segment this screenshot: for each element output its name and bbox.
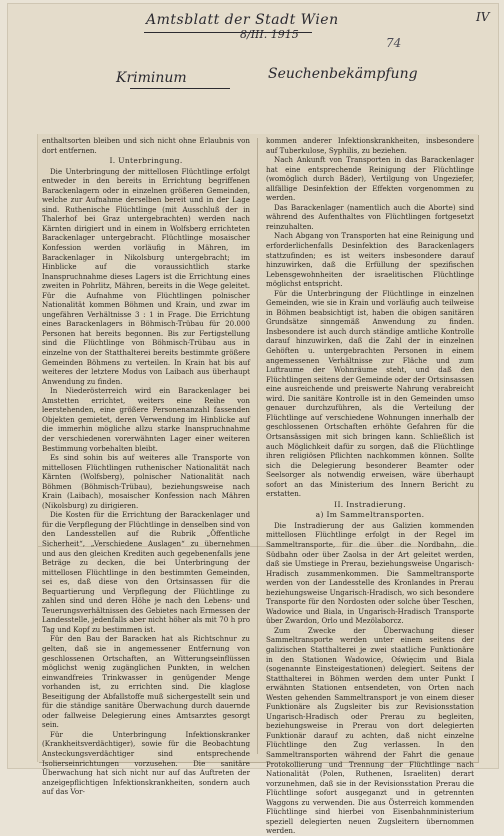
paragraph: Für den Bau der Baracken hat als Richtschnur zu gelten, daß sie in angemessener Entfernung von geschlossenen Ortschaften, an Witterungseinflüssen möglichst wenig zugänglichen Punkten, in welchen einwandfreies Trinkwasser in genügender Menge vorhanden ist, zu errichten sind. Die klaglose Beseitigung der Abfallstoffe muß sichergestellt sein und für die ständige sanitäre Überwachung durch dauernde oder fallweise Delegierung eines Amtsarztes gesorgt sein. bbox=[42, 634, 250, 730]
handwritten-margin bbox=[8, 4, 498, 136]
category-underline bbox=[130, 88, 230, 89]
handwritten-category-left: Kriminum bbox=[116, 70, 187, 86]
paragraph: Für die Unterbringung der Flüchtlinge in einzelnen Gemeinden, wie sie in Krain und vorläufig auch teilweise in Böhmen beabsichtigt ist, haben die obigen sanitären Grundsätze sinngemäß Anwendung zu finden. Insbesondere ist auch durch ständige amtliche Kontrolle darauf hinzuwirken, daß die Zahl der in einzelnen Gehöften u. untergebrachten Personen in einem angemessenen Verhältnisse zur Fläche und zum Luftraume der Wohnräume steht, und daß den Flüchtlingen seitens der Gemeinde oder der Ortsinsassen eine ausreichende und preiswerte Nahrung verabreicht wird. Die sanitäre Kontrolle ist in den Gemeinden umso genauer durchzuführen, als die Verteilung der Flüchtlinge auf verschiedene Wohnungen innerhalb der geschlossenen Ortschaften erhöhte Gefahren für die Ortsansässigen mit sich bringen kann. Schließlich ist auch Möglichkeit dafür zu sorgen, daß die Flüchtlinge ihren religiösen Pflichten nachkommen können. Sollte sich die Delegierung besonderer Beamter oder Seelsorger als notwendig erweisen, wäre überhaupt sofort an das Ministerium des Innern Bericht zu erstatten. bbox=[266, 288, 474, 499]
handwritten-source: Amtsblatt der Stadt Wien bbox=[146, 12, 339, 28]
paragraph: Nach Abgang von Transporten hat eine Reinigung und erforderlichenfalls Desinfektion des Barackenlagers stattzufinden; es ist weiters insbesondere darauf hinzuwirken, daß die Erfüllung der spezifischen Lebensgewohnheiten der israelitischen Flüchtlinge möglichst entspricht. bbox=[266, 231, 474, 289]
paragraph: Das Barackenlager (namentlich auch die Aborte) sind während des Aufenthaltes von Flüchtlingen fortgesetzt reinzuhalten. bbox=[266, 202, 474, 231]
subsection-heading: a) Im Sammeltransporten. bbox=[315, 510, 425, 520]
pencil-number: 74 bbox=[386, 36, 402, 50]
paragraph: Es sind sohin bis auf weiteres alle Transporte von mittellosen Flüchtlingen ruthenischer Nationalität nach Kärnten (Wolfsberg), polnischer Nationalität nach Böhmen (Böhmisch-Trübau), beziehungsweise nach Krain (Laibach), mosaischer Konfession nach Mähren (Nikolsburg) zu dirigieren. bbox=[42, 453, 250, 510]
section-heading-unterbringung: I. Unterbringung. bbox=[109, 156, 183, 166]
archive-sheet bbox=[8, 4, 498, 836]
paper-fold-line bbox=[38, 546, 478, 547]
paragraph: Nach Ankunft von Transporten in das Barackenlager hat eine entsprechende Reinigung der Flüchtlinge (womöglich durch Bäder), Vertilgung von Ungeziefer, allfällige Desinfektion der Effekten vorgenommen zu werden. bbox=[266, 155, 474, 203]
paragraph: Die Unterbringung der mittellosen Flüchtlinge erfolgt entweder in den bereits in Errichtung begriffenen Barackenlagern oder in einzelnen größeren Gemeinden, welche zur Aufnahme derselben bereit und in der Lage sind. Ruthenische Flüchtlinge (mit Ausschluß der in Thalerhof bei Graz untergebrachten) werden nach Kärnten dirigiert und in einem in Wolfsberg errichteten Barackenlager untergebracht. Flüchtlinge mosaischer Konfession werden vorläufig in Mähren, im Barackenlager in Nikolsburg untergebracht; im Hinblicke auf die voraussichtlich starke Inanspruchnahme dieses Lagers ist die Errichtung eines zweiten in Pohrlitz, Mähren, bereits in die Wege geleitet. Für die Aufnahme von Flüchtlingen polnischer Nationalität kommen Böhmen und Krain, und zwar im ungefähren Verhältnisse 3 : 1 in Frage. Die Errichtung eines Barackenlagers in Böhmisch-Trübau für 20.000 Personen hat bereits begonnen. Bis zur Fertigstellung sind die Flüchtlinge von Böhmisch-Trübau aus in einzelne von der Statthalterei bereits bestimmte größere Gemeinden Böhmens zu verteilen. In Krain hat bis auf weiteres der letztere Modus von Laibach aus überhaupt Anwendung zu finden. bbox=[42, 166, 250, 386]
folio-number: IV bbox=[476, 10, 490, 24]
handwritten-date: 8/III. 1915 bbox=[240, 28, 299, 41]
handwritten-category-right: Seuchenbekämpfung bbox=[268, 66, 418, 82]
newspaper-clipping bbox=[38, 134, 478, 836]
paragraph: In Niederösterreich wird ein Barackenlager bei Amstetten errichtet, weiters eine Reihe von leerstehenden, eine größere Personenanzahl fassenden Objekten gemietet, deren Verwendung im Hinblicke auf die immerhin mögliche allzu starke Inanspruchnahme der verschiedenen vorerwähnten Lager einer weiteren Bestimmung vorbehalten bleibt. bbox=[42, 386, 250, 453]
paragraph: Zum Zwecke der Überwachung dieser Sammeltransporte werden unter einem seitens der galizischen Statthalterei je zwei staatliche Funktionäre in den Stationen Wadowice, Oświęcim und Biala (sogenannte Einsteigestationen) delegiert. Seitens der Statthalterei in Böhmen werden dem unter Punkt I erwähnten Stationen entsendeten, von Orten nach Westen gehenden Sammeltransport je von einem dieser Funktionäre als Zugsleiter bis zur Revisionsstation Ungarisch-Hradisch oder Prerau zu begleiten, beziehungsweise in Prerau von dort delegierten Funktionär darauf zu achten, daß nicht einzelne Flüchtlinge den Zug verlassen. In den Sammeltransporten während der Fahrt die genaue Protokollierung und Trennung der Flüchtlinge nach Nationalität (Polen, Ruthenen, Israeliten) derart vorzunehmen, daß sie in der Revisionsstation Prerau die Flüchtlinge sofort ausgeganzt und in getrennten Waggons zu verwenden. Die aus Österreich kommenden Flüchtlinge sind hierbei von Eisenbahnministerium speziell delegierten neuen Zugsleitern übernommen werden. bbox=[266, 625, 474, 836]
left-lead-paragraph: enthaltsorten bleiben und sich nicht ohne Erlaubnis von dort entfernen. bbox=[42, 136, 250, 155]
left-text-column bbox=[42, 136, 250, 797]
column-divider bbox=[257, 138, 258, 754]
paragraph: Die Instradierung der aus Galizien kommenden mittellosen Flüchtlinge erfolgt in der Regel im Sammeltransporte, für die über die Nordbahn, die Südbahn oder über Zaolsa in der Art geleitet werden, daß sie Umstiege in Prerau, beziehungsweise Ungarisch-Hradisch zusammenkommen. Die Sammeltransporte werden von der Landesstelle des Kronlandes in Prerau beziehungsweise Ungarisch-Hradisch, wo sich besondere Transporte für den Nordosten oder solche über Teschen, Wadowice und Biala, in Ungarisch-Hradisch Transporte über Zwardon, Orlo und Mezölaborcz. bbox=[266, 520, 474, 626]
paragraph: Für die Unterbringung Infektionskranker (Krankheitsverdächtiger), sowie für die Beobachtung Ansteckungsverdächtiger sind entsprechende Isolierseinrichtungen vorzusehen. Die sanitäre Überwachung hat sich nicht nur auf das Auftreten der anzeigepflichtigen Infektionskrankheiten, sondern auch auf das Vor- bbox=[42, 729, 250, 797]
right-text-column bbox=[266, 136, 474, 836]
paragraph: Die Kosten für die Errichtung der Barackenlager und für die Verpflegung der Flüchtlinge in denselben sind von den Landesstellen auf die Rubrik „Öffentliche Sicherheit“, „Verschiedene Auslagen“ zu übernehmen und aus den gleichen Krediten auch gegebenenfalls jene Beträge zu decken, die bei Unterbringung der mittellosen Flüchtlinge in den bestimmten Gemeinden, sei es, daß diese von den Ortsinsassen für die Bequartierung und Verpflegung der Flüchtlinge zu zahlen sind und deren Höhe je nach den Lebens- und Teuerungsverhältnissen des Gebietes nach Ermessen der Landesstelle, jedenfalls aber nicht höher als mit 70 h pro Tag und Kopf zu bestimmen ist. bbox=[42, 510, 250, 634]
section-heading-instradierung: II. Instradierung. bbox=[334, 499, 406, 509]
right-lead-paragraph: kommen anderer Infektionskrankheiten, insbesondere auf Tuberkulose, Syphilis, zu beziehen. bbox=[266, 136, 474, 155]
